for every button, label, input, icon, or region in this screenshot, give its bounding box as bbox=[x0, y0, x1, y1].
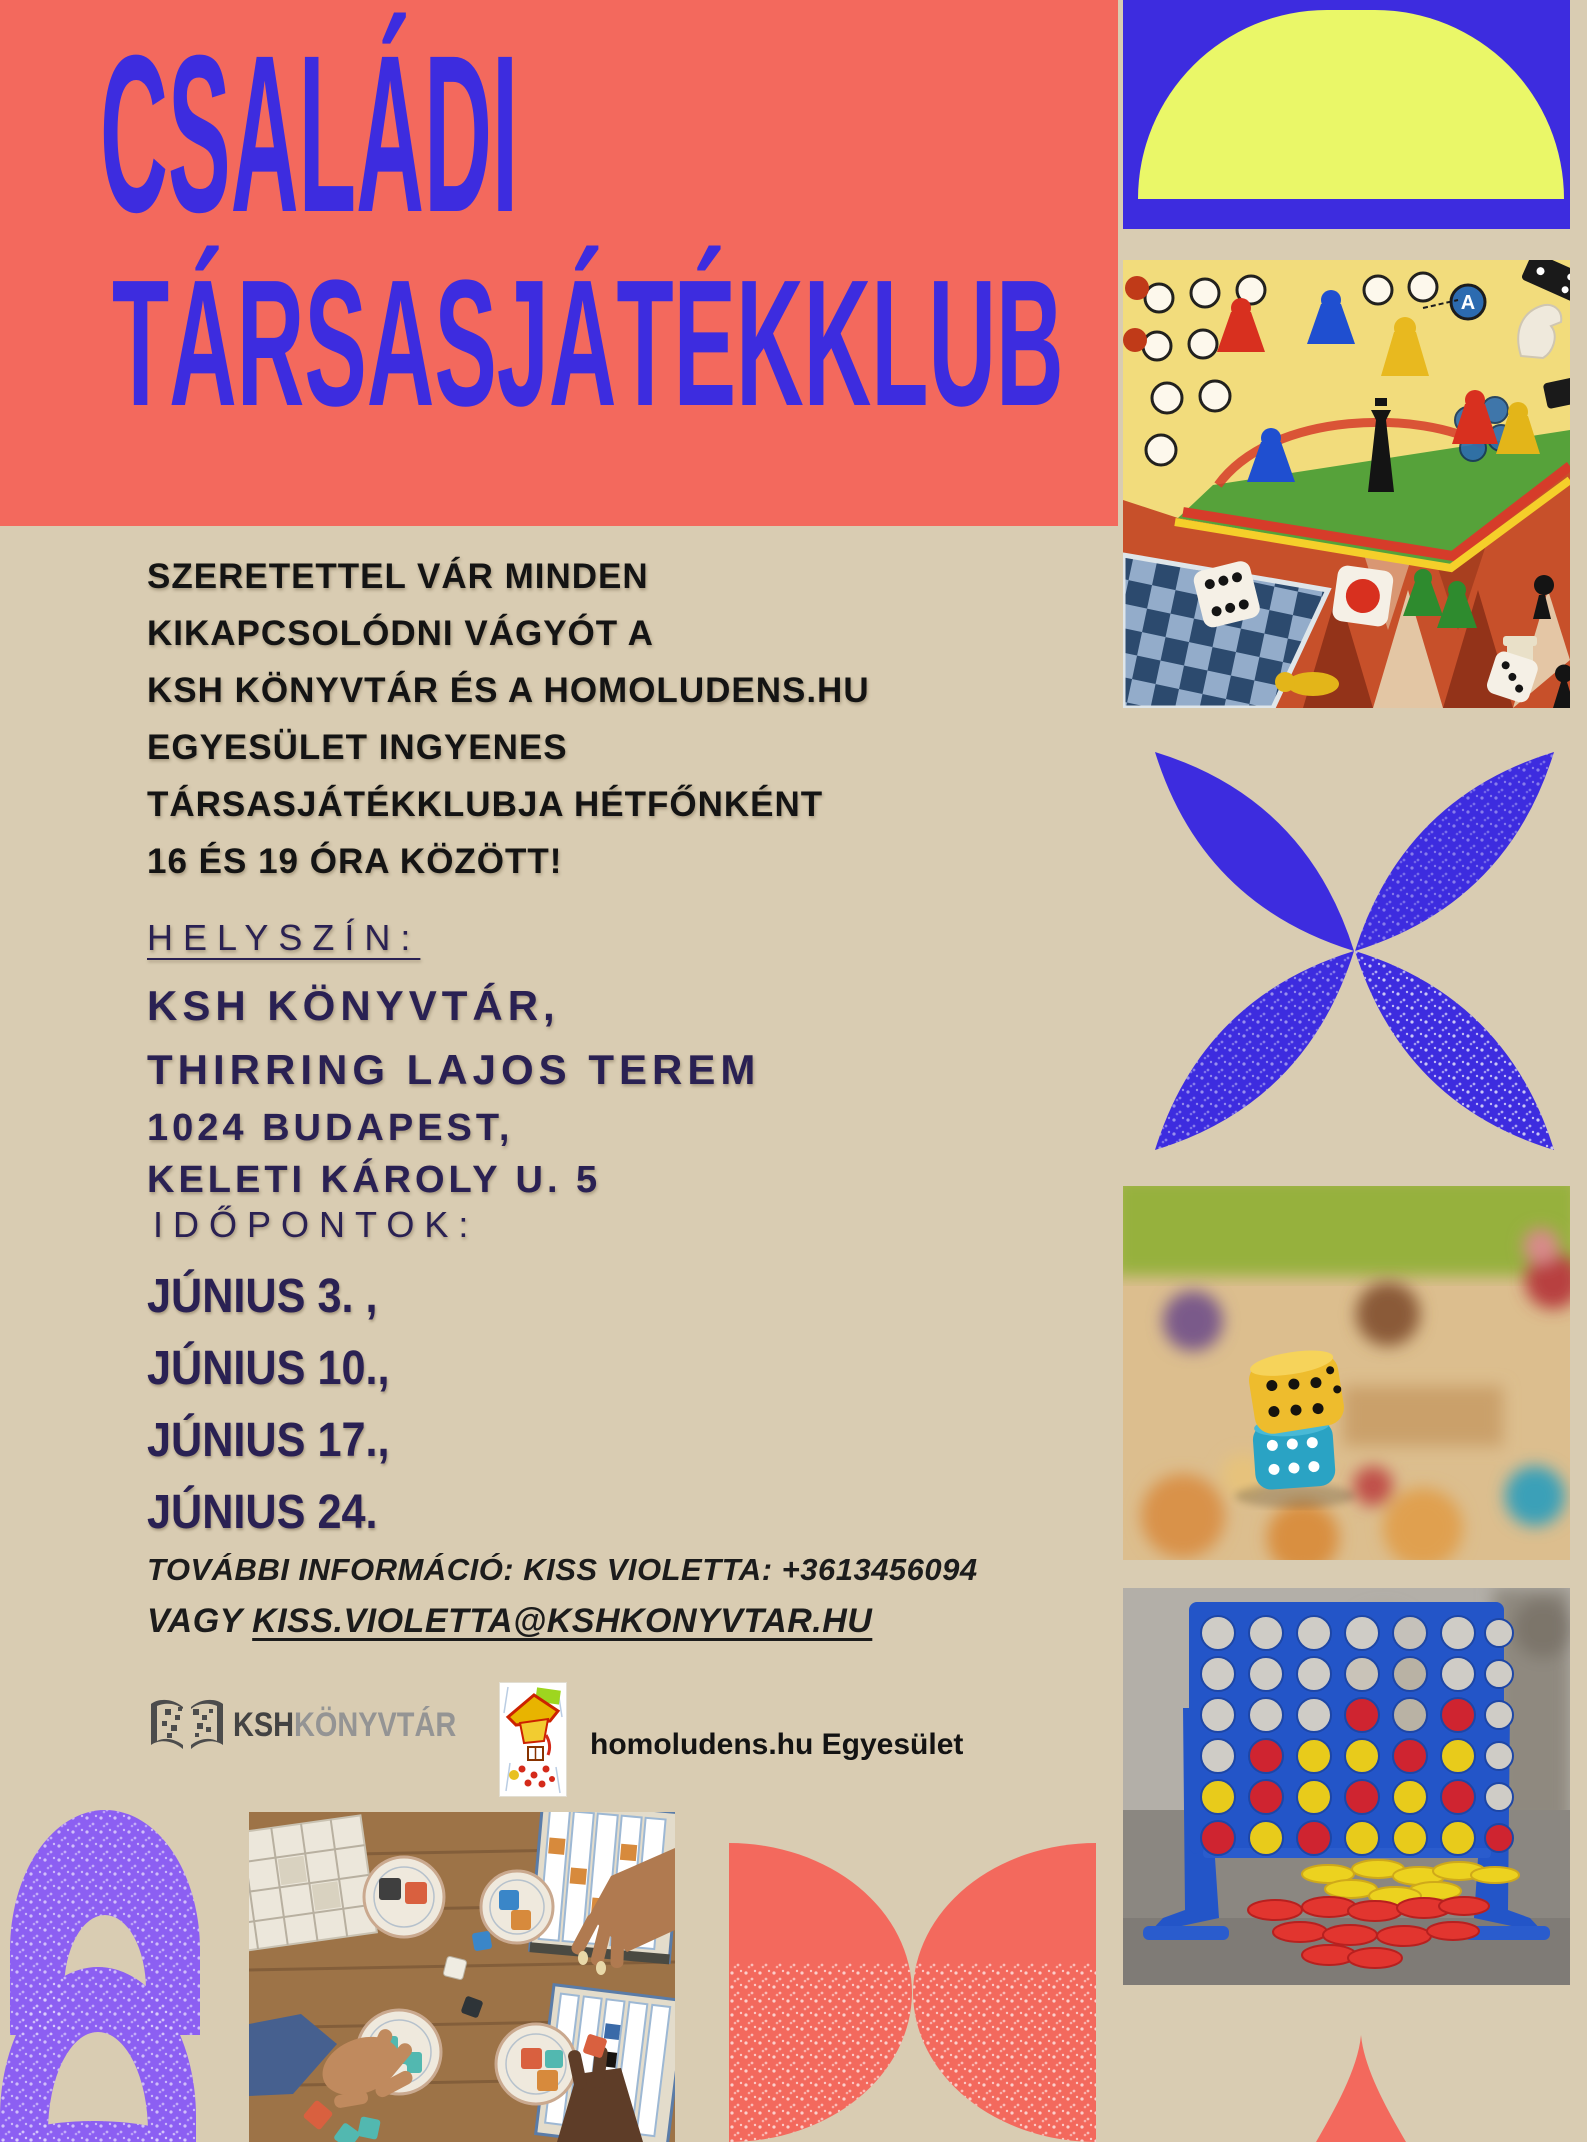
schedule-heading: IDŐPONTOK: bbox=[153, 1204, 479, 1245]
ksh-logo-text bbox=[233, 1706, 456, 1745]
intro-line: 16 ÉS 19 ÓRA KÖZÖTT! bbox=[147, 842, 563, 881]
board-games-photo bbox=[1123, 260, 1570, 708]
flower-shape bbox=[1143, 738, 1566, 1164]
ksh-logo-text-bold: KSH bbox=[233, 1706, 295, 1744]
intro-line: EGYESÜLET INGYENES bbox=[147, 728, 568, 767]
intro-paragraph bbox=[147, 548, 870, 890]
spike-shape bbox=[1316, 2035, 1406, 2142]
contact-section bbox=[147, 1545, 978, 1647]
butterfly-shape bbox=[729, 1843, 1096, 2142]
venue-room: THIRRING LAJOS TEREM bbox=[147, 1046, 761, 1093]
address-city: 1024 BUDAPEST, bbox=[147, 1107, 514, 1149]
date-item: JÚNIUS 10., bbox=[147, 1342, 390, 1395]
intro-line: TÁRSASJÁTÉKKLUBJA HÉTFŐNKÉNT bbox=[147, 785, 824, 824]
arch-shapes bbox=[0, 1800, 212, 2142]
venue-name: KSH KÖNYVTÁR, bbox=[147, 982, 560, 1029]
location-heading: HELYSZÍN: bbox=[147, 917, 421, 958]
contact-email-prefix: VAGY bbox=[147, 1602, 253, 1640]
date-item: JÚNIUS 3. , bbox=[147, 1270, 378, 1323]
connect-four-photo bbox=[1123, 1588, 1570, 1985]
intro-line: SZERETETTEL VÁR MINDEN bbox=[147, 557, 649, 596]
partner-name: homoludens.hu Egyesület bbox=[590, 1728, 964, 1761]
intro-line: KIKAPCSOLÓDNI VÁGYÓT A bbox=[147, 614, 654, 653]
ksh-logo-text-light: KÖNYVTÁR bbox=[294, 1706, 457, 1744]
contact-info-line: TOVÁBBI INFORMÁCIÓ: KISS VIOLETTA: +3613456094 bbox=[147, 1552, 978, 1587]
ksh-library-logo-icon bbox=[147, 1697, 227, 1757]
poster-title-line1: CSALÁDI bbox=[100, 9, 519, 259]
location-section bbox=[147, 916, 760, 1206]
svg-text:A: A bbox=[1460, 292, 1476, 314]
contact-email-line bbox=[147, 1595, 978, 1647]
contact-email-link[interactable]: KISS.VIOLETTA@KSHKONYVTAR.HU bbox=[252, 1602, 873, 1640]
poster-title-line2: TÁRSASJÁTÉKKLUB bbox=[112, 243, 1064, 444]
address-street: KELETI KÁROLY U. 5 bbox=[147, 1159, 602, 1201]
date-item: JÚNIUS 24. bbox=[147, 1486, 378, 1539]
schedule-section bbox=[147, 1203, 478, 1549]
date-item: JÚNIUS 17., bbox=[147, 1414, 390, 1467]
dice-photo bbox=[1123, 1186, 1570, 1560]
intro-line: KSH KÖNYVTÁR ÉS A HOMOLUDENS.HU bbox=[147, 671, 870, 710]
homoludens-logo-icon bbox=[500, 1683, 566, 1796]
tabletop-game-photo bbox=[249, 1812, 675, 2142]
